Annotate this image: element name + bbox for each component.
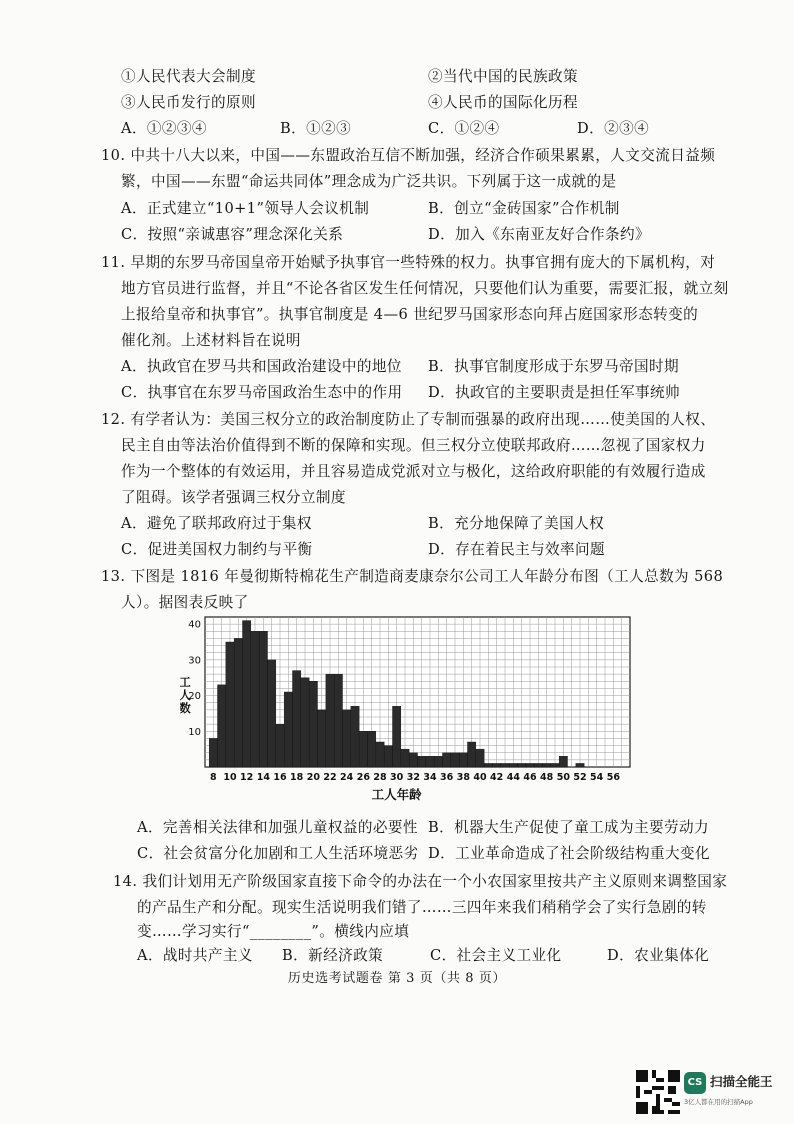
bar [493, 763, 501, 767]
bar [534, 763, 542, 767]
bar [293, 671, 301, 767]
x-tick-label: 30 [390, 772, 404, 783]
q9-option-d: D．②③④ [577, 120, 650, 137]
x-tick-label: 50 [556, 772, 570, 783]
bar [559, 756, 567, 767]
y-axis-label: 数 [180, 701, 191, 715]
q12-stem-line-2: 民主自由等法治价值得到不断的保障和实现。但三权分立使联邦政府……忽视了国家权力 [121, 437, 706, 454]
bar [268, 660, 276, 767]
bar [409, 753, 417, 767]
bar [443, 753, 451, 767]
y-tick-label: 20 [188, 691, 201, 703]
x-tick-label: 28 [373, 772, 387, 783]
q10-stem-line-2: 繁，中国——东盟“命运共同体”理念成为广泛共识。下列属于这一成就的是 [121, 173, 617, 190]
bar [393, 706, 401, 767]
scanner-subtitle: 3亿人都在用的扫描App [684, 1098, 753, 1106]
x-tick-label: 16 [273, 772, 287, 783]
x-tick-label: 26 [356, 772, 370, 783]
bar [326, 674, 334, 767]
x-tick-label: 52 [573, 772, 587, 783]
q12-stem-line-1: 12. 有学者认为：美国三权分立的政治制度防止了专制而强暴的政府出现……使美国的人权、 [101, 411, 716, 428]
q13-stem-line-2: 人）。据图表反映了 [121, 594, 249, 611]
bar [509, 763, 517, 767]
scanner-title: 扫描全能王 [710, 1074, 773, 1089]
bar [451, 753, 459, 767]
q11-stem-line-3: 上报给皇帝和执事官”。执事官制度是 4—6 世纪罗马国家形态向拜占庭国家形态转变的 [121, 306, 699, 323]
bar [468, 742, 476, 767]
bar [301, 678, 309, 767]
bar [243, 621, 251, 767]
q10-stem-line-1: 10. 中共十八大以来，中国——东盟政治互信不断加强，经济合作硕果累累，人文交流日益频 [101, 147, 716, 164]
q12-stem-line-4: 了阻碍。该学者强调三权分立制度 [121, 489, 346, 506]
page-footer: 历史选考试题卷 第 3 页（共 8 页） [287, 971, 507, 986]
q10-option-b: B．创立“金砖国家”合作机制 [428, 200, 620, 217]
bar [276, 724, 284, 767]
bar [209, 738, 217, 767]
bar [484, 763, 492, 767]
x-tick-label: 22 [323, 772, 337, 783]
x-tick-label: 54 [590, 772, 604, 783]
option-item-2: ②当代中国的民族政策 [428, 68, 578, 85]
y-tick-label: 10 [188, 726, 201, 738]
x-tick-label: 38 [456, 772, 470, 783]
y-tick-label: 30 [188, 655, 201, 667]
x-tick-label: 8 [210, 772, 217, 783]
x-axis-label: 工人年龄 [371, 787, 422, 802]
bar [234, 638, 242, 767]
bar [376, 742, 384, 767]
option-item-3: ③人民币发行的原则 [121, 94, 256, 111]
q9-option-c: C．①②④ [428, 120, 500, 137]
q12-option-d: D．存在着民主与效率问题 [428, 541, 606, 558]
bar [334, 674, 342, 767]
bar [543, 763, 551, 767]
bar [526, 763, 534, 767]
q14-option-a: A．战时共产主义 [137, 947, 253, 964]
q11-option-c: C．执事官在东罗马帝国政治生态中的作用 [121, 384, 403, 401]
q13-option-a: A．完善相关法律和加强儿童权益的必要性 [137, 819, 418, 836]
q14-option-c: C．社会主义工业化 [430, 947, 562, 964]
q11-stem-line-1: 11. 早期的东罗马帝国皇帝开始赋予执事官一些特殊的权力。执事官拥有庞大的下属机构，对 [101, 254, 716, 271]
q13-option-c: C．社会贫富分化加剧和工人生活环境恶劣 [137, 845, 419, 862]
x-tick-label: 40 [473, 772, 487, 783]
bar [359, 731, 367, 767]
q11-option-a: A．执政官在罗马共和国政治建设中的地位 [121, 358, 402, 375]
bar [551, 763, 559, 767]
x-tick-label: 32 [406, 772, 420, 783]
q13-option-d: D．工业革命造成了社会阶级结构重大变化 [428, 845, 710, 862]
chart-svg [180, 612, 640, 812]
x-tick-label: 34 [423, 772, 437, 783]
q9-option-b: B．①②③ [280, 120, 352, 137]
option-item-1: ①人民代表大会制度 [121, 68, 256, 85]
q11-stem-line-2: 地方官员进行监督，并且“不论各省区发生任何情况，只要他们认为重要，需要汇报，就立刻 [121, 280, 729, 297]
bar [318, 710, 326, 767]
q12-option-c: C．促进美国权力制约与平衡 [121, 541, 313, 558]
bar [476, 749, 484, 767]
q13-stem-line-1: 13. 下图是 1816 年曼彻斯特棉花生产制造商麦康奈尔公司工人年龄分布图（工人总数为 568 [101, 568, 724, 585]
x-tick-label: 46 [523, 772, 537, 783]
q14-option-b: B．新经济政策 [282, 947, 384, 964]
bar [418, 756, 426, 767]
q10-option-a: A．正式建立“10+1”领导人会议机制 [121, 200, 370, 217]
q14-stem-line-3: 变……学习实行“________”。横线内应填 [137, 923, 410, 940]
q10-option-d: D．加入《东南亚友好合作条约》 [428, 226, 651, 243]
bar [259, 631, 267, 767]
bar [309, 681, 317, 767]
q14-stem-line-2: 的产品生产和分配。现实生活说明我们错了……三四年来我们稍稍学会了实行急剧的转 [137, 899, 707, 916]
bar [459, 753, 467, 767]
bar [426, 756, 434, 767]
x-tick-label: 20 [306, 772, 320, 783]
x-tick-label: 42 [490, 772, 504, 783]
bar [401, 749, 409, 767]
y-axis-label: 人 [180, 688, 191, 702]
q12-stem-line-3: 作为一个整体的有效运用，并且容易造成党派对立与极化，这给政府职能的有效履行造成 [121, 463, 706, 480]
q11-stem-line-4: 催化剂。上述材料旨在说明 [121, 332, 301, 349]
x-tick-label: 18 [290, 772, 304, 783]
x-tick-label: 44 [506, 772, 520, 783]
q12-option-b: B．充分地保障了美国人权 [428, 515, 605, 532]
bar [351, 706, 359, 767]
x-tick-label: 14 [256, 772, 270, 783]
x-tick-label: 12 [240, 772, 254, 783]
qr-code-icon [636, 1070, 680, 1114]
bar [434, 756, 442, 767]
bar [226, 642, 234, 767]
q14-stem-line-1: 14. 我们计划用无产阶级国家直接下命令的办法在一个小农国家里按共产主义原则来调整国家 [113, 873, 728, 890]
bar [251, 631, 259, 767]
q10-option-c: C．按照“亲诚惠容”理念深化关系 [121, 226, 344, 243]
x-tick-label: 56 [606, 772, 620, 783]
bar [368, 731, 376, 767]
x-tick-label: 24 [340, 772, 354, 783]
q13-option-b: B．机器大生产促使了童工成为主要劳动力 [428, 819, 710, 836]
q12-option-a: A．避免了联邦政府过于集权 [121, 515, 312, 532]
y-axis-label: 工 [180, 675, 191, 689]
y-tick-label: 40 [188, 619, 201, 631]
q11-option-b: B．执事官制度形成于东罗马帝国时期 [428, 358, 680, 375]
q14-option-d: D．农业集体化 [607, 947, 710, 964]
bar [518, 763, 526, 767]
age-distribution-chart [180, 612, 640, 812]
x-tick-label: 36 [440, 772, 454, 783]
x-tick-label: 48 [540, 772, 554, 783]
q11-option-d: D．执政官的主要职责是担任军事统帅 [428, 384, 681, 401]
bar [284, 692, 292, 767]
bar [343, 710, 351, 767]
bar [384, 746, 392, 767]
q9-option-a: A．①②③④ [121, 120, 207, 137]
bar [501, 763, 509, 767]
x-tick-label: 10 [223, 772, 237, 783]
scanner-logo-icon: CS [684, 1072, 706, 1094]
bar [576, 763, 584, 767]
option-item-4: ④人民币的国际化历程 [428, 94, 578, 111]
bar [218, 685, 226, 767]
